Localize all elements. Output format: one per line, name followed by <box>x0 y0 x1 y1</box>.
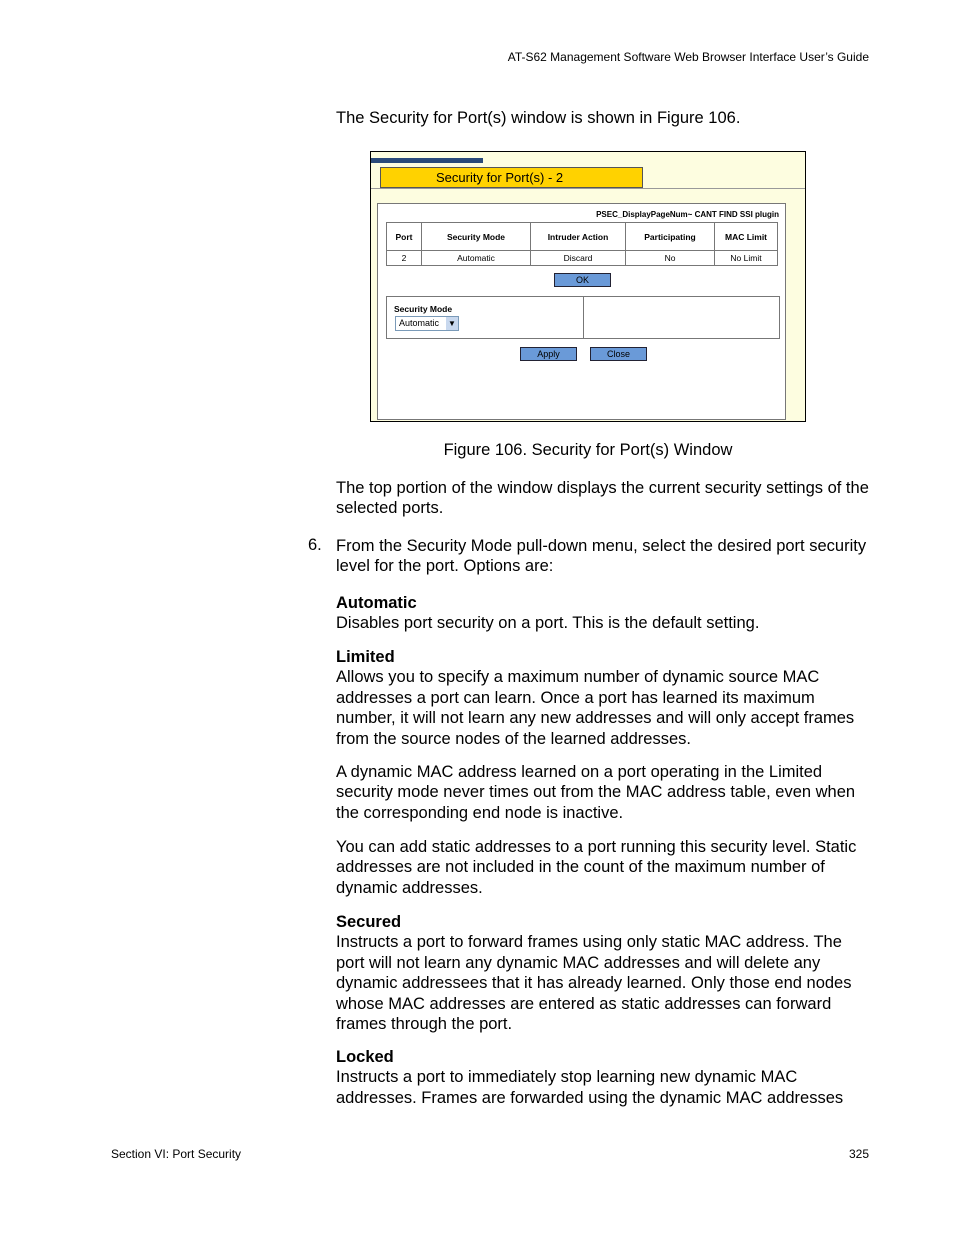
option-limited <box>336 647 871 749</box>
page-number: 325 <box>848 1147 869 1161</box>
close-button[interactable]: Close <box>590 347 647 361</box>
divider <box>371 188 805 189</box>
footer-section: Section VI: Port Security <box>111 1147 242 1161</box>
term-secured: Secured <box>336 913 402 931</box>
option-locked <box>336 1047 871 1108</box>
window-tab-bar <box>371 158 483 163</box>
term-automatic: Automatic <box>336 594 417 612</box>
col-security-mode: Security Mode <box>422 223 531 251</box>
col-participating: Participating <box>626 223 715 251</box>
ok-button[interactable]: OK <box>554 273 611 287</box>
term-locked: Locked <box>336 1048 394 1066</box>
running-header: AT-S62 Management Software Web Browser Interface User’s Guide <box>507 50 869 64</box>
option-automatic <box>336 593 871 634</box>
col-intruder-action: Intruder Action <box>531 223 626 251</box>
desc-secured: Instructs a port to forward frames using only static MAC address. The port will not learn any dynamic MAC addresses and will delete any dynamic addressees that it has already learned. Only those end nodes whose MAC addresses are entered as static addresses can forward frames through the port. <box>336 933 852 1034</box>
paragraph-limited-3: You can add static addresses to a port running this security level. Static addresses are not included in the count of the maximum number of dynamic addresses. <box>336 838 857 897</box>
apply-button[interactable]: Apply <box>520 347 577 361</box>
cell-security-mode: Automatic <box>422 251 531 266</box>
security-window-figure <box>370 151 806 422</box>
intro-paragraph: The Security for Port(s) window is shown in Figure 106. <box>336 109 741 127</box>
security-mode-value: Automatic <box>399 318 440 328</box>
table-row <box>387 251 778 266</box>
plugin-message: PSEC_DisplayPageNum~ CANT FIND SSI plugin <box>596 210 779 219</box>
step-number: 6. <box>308 536 322 554</box>
option-secured <box>336 912 871 1034</box>
security-mode-label: Security Mode <box>394 304 453 314</box>
cell-participating: No <box>626 251 715 266</box>
desc-locked: Instructs a port to immediately stop learning new dynamic MAC addresses. Frames are forwarded using the dynamic MAC addresses <box>336 1068 844 1107</box>
cell-port: 2 <box>387 251 422 266</box>
col-mac-limit: MAC Limit <box>715 223 778 251</box>
step-text: From the Security Mode pull-down menu, select the desired port security level for the port. Options are: <box>336 537 867 576</box>
security-mode-panel <box>386 296 780 339</box>
cell-intruder-action: Discard <box>531 251 626 266</box>
desc-limited: Allows you to specify a maximum number of dynamic source MAC addresses a port can learn. Once a port has learned its maximum number, it will not learn any new addresses and will only accept frames from the source nodes of the learned addresses. <box>336 668 855 748</box>
chevron-down-icon[interactable]: ▼ <box>446 317 458 330</box>
term-limited: Limited <box>336 648 395 666</box>
cell-mac-limit: No Limit <box>715 251 778 266</box>
paragraph-top-portion: The top portion of the window displays the current security settings of the selected ports. <box>336 479 869 518</box>
security-mode-select[interactable] <box>395 316 459 331</box>
window-content <box>377 203 786 420</box>
figure-caption: Figure 106. Security for Port(s) Window <box>443 441 733 459</box>
panel-divider <box>583 297 584 338</box>
col-port: Port <box>387 223 422 251</box>
paragraph-limited-2: A dynamic MAC address learned on a port operating in the Limited security mode never times out from the MAC address table, even when the corresponding end node is inactive. <box>336 763 856 822</box>
desc-automatic: Disables port security on a port. This is the default setting. <box>336 614 760 633</box>
window-title: Security for Port(s) - 2 <box>380 167 643 188</box>
port-security-table <box>386 222 778 266</box>
